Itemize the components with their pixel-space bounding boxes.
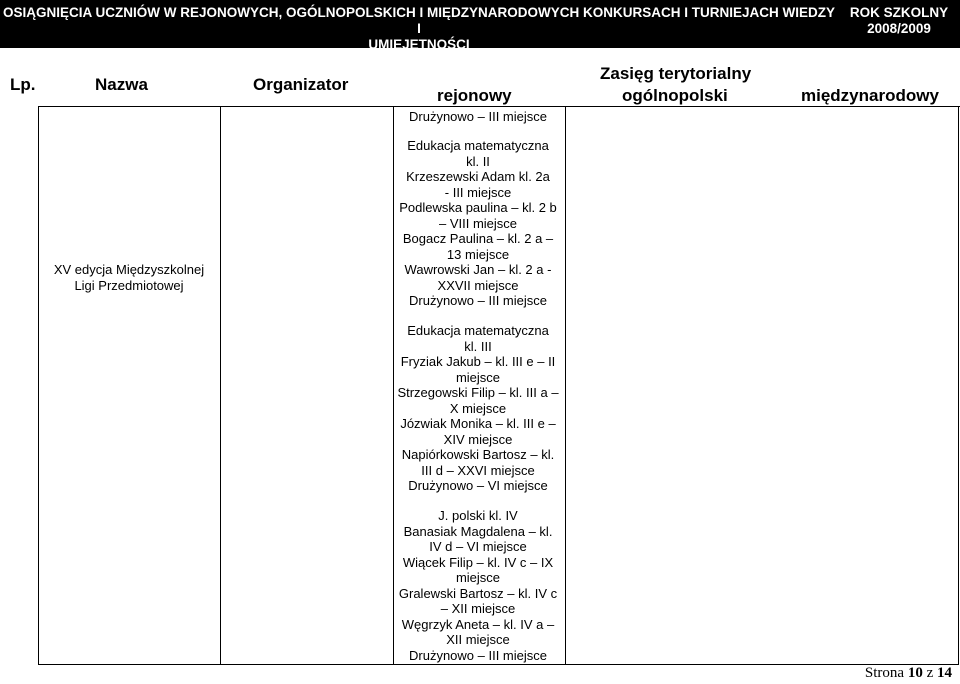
table-line-bottom [38,664,959,665]
result-line: Drużynowo – III miejsce [409,647,547,663]
table-line-organizator-right [393,106,394,664]
header-nazwa: Nazwa [95,75,148,94]
table-header [0,58,960,106]
result-line: X miejsce [449,400,507,416]
page-number-separator: z [926,665,934,681]
result-line: Edukacja matematyczna [407,323,549,338]
table-line-left [38,106,39,664]
competition-name [40,262,218,293]
result-line: XIV miejsce [443,431,513,447]
school-year-value: 2008/2009 [867,21,931,36]
result-line: Józwiak Monika – kl. III e – [400,416,556,431]
competition-name-line2: Ligi Przedmiotowej [74,277,184,293]
result-line: kl. III [464,338,492,354]
page-number-total: 14 [937,665,952,681]
document-title [0,5,838,53]
competition-name-line1: XV edycja Międzyszkolnej [53,262,205,277]
document-title-line1: OSIĄGNIĘCIA UCZNIÓW W REJONOWYCH, OGÓLNOPOLSKICH I MIĘDZYNARODOWYCH KONKURSACH I TURNIEJACH WIEDZY I [2,5,835,36]
table-line-rejonowy-right [565,106,566,664]
header-miedzynarodowy: międzynarodowy [801,86,939,105]
result-line: – XII miejsce [440,601,516,616]
result-line: Krzeszewski Adam kl. 2a [406,169,550,184]
result-line: – VIII miejsce [438,215,518,231]
result-line: Edukacja matematyczna [407,138,549,153]
result-line: miejsce [455,369,501,385]
school-year-label: ROK SZKOLNY [849,5,949,20]
school-year [838,5,960,37]
result-entry-math-grade3 [395,323,561,494]
header-rejonowy: rejonowy [437,86,512,105]
result-line: IV d – VI miejsce [429,539,527,554]
table-line-under-header [38,106,960,107]
result-line: 13 miejsce [446,246,510,262]
result-line: Wiącek Filip – kl. IV c – IX [402,554,554,570]
table-line-right [958,106,959,664]
page-number [865,665,952,682]
header-organizator: Organizator [253,75,349,94]
result-line: Węgrzyk Aneta – kl. IV a – [401,616,555,632]
result-line: J. polski kl. IV [438,508,518,523]
result-entry-polish-grade4 [395,508,561,663]
page-number-prefix: Strona [864,665,905,681]
result-top-fragment [395,109,561,125]
header-banner [0,0,960,52]
header-lp: Lp. [10,75,36,94]
header-zasieg: Zasięg terytorialny [600,64,752,83]
result-line: kl. II [466,153,490,169]
result-line: Napiórkowski Bartosz – kl. [401,447,555,462]
result-line: Fryziak Jakub – kl. III e – II [400,354,556,369]
result-line: - III miejsce [444,184,512,200]
result-entry-math-grade2 [395,138,561,309]
result-line: Podlewska paulina – kl. 2 b [399,200,557,215]
result-line: Wawrowski Jan – kl. 2 a - [404,262,552,277]
page-number-current: 10 [907,665,923,681]
result-line: Drużynowo – III miejsce [409,293,547,308]
result-line: Strzegowski Filip – kl. III a – [397,385,559,400]
result-line: miejsce [455,570,501,585]
result-line: Bogacz Paulina – kl. 2 a – [402,231,554,246]
result-line: XII miejsce [446,632,510,647]
result-line: Drużynowo – VI miejsce [408,478,548,493]
result-line: Drużynowo – III miejsce [409,109,547,124]
table-line-nazwa-right [220,106,221,664]
result-line: Gralewski Bartosz – kl. IV c [398,585,558,601]
header-ogolnopolski: ogólnopolski [622,86,728,105]
result-line: III d – XXVI miejsce [421,462,535,478]
result-line: Banasiak Magdalena – kl. [403,523,553,539]
document-title-line2: UMIEJĘTNOŚCI [368,37,470,52]
result-line: XXVII miejsce [437,277,519,293]
